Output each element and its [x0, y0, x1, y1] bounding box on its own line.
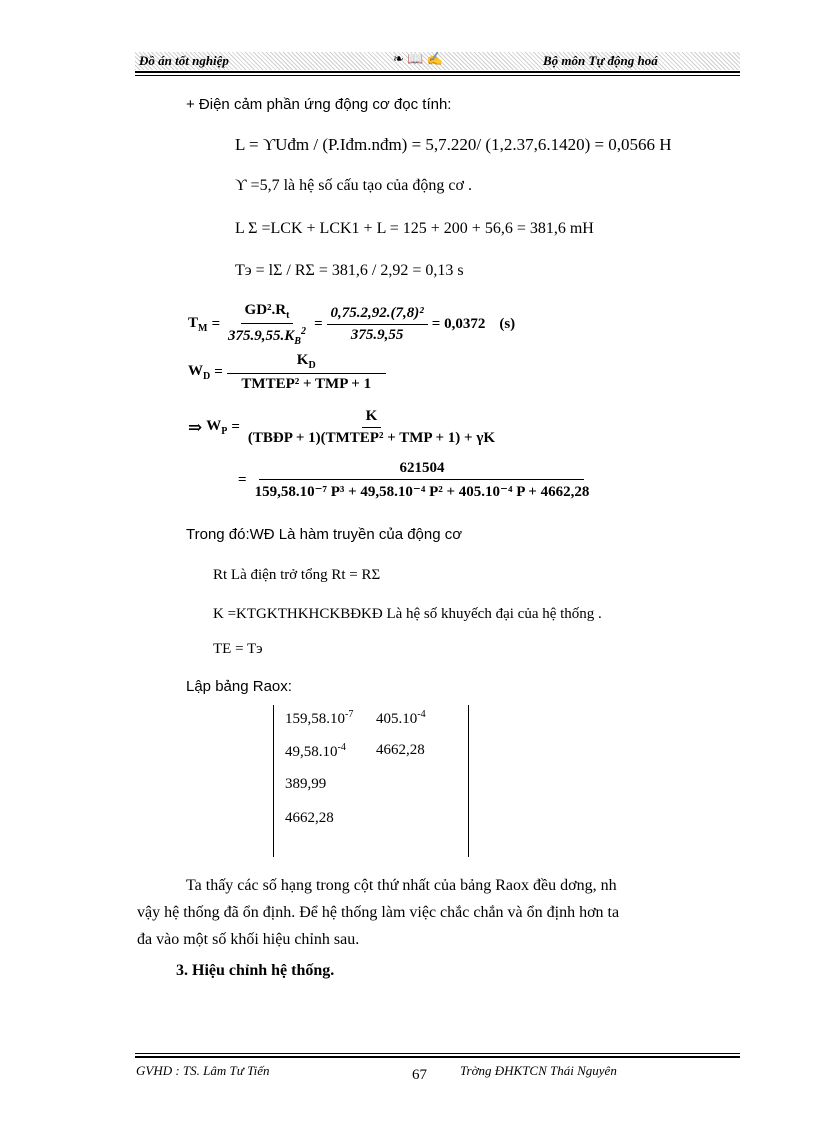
- note-te: TE = Tэ: [213, 641, 263, 657]
- raox-cell-r2c2: 4662,28: [376, 742, 425, 758]
- footer-rule-thin: [135, 1053, 740, 1054]
- note-wd: Trong đó:WĐ Là hàm truyền của động cơ: [186, 526, 463, 543]
- equation-wd: $W_D$ = $\frac{K_D}{\text{TMTEP² + TMP + 1}}$: [188, 352, 386, 393]
- raox-cell-r4c1: 4662,28: [285, 810, 334, 826]
- footer-supervisor: GVHD : TS. Lâm Tư Tiến: [136, 1063, 270, 1078]
- formula-gamma: ϒ =5,7 là hệ số cấu tạo của động cơ .: [235, 177, 472, 194]
- header-right-title: Bộ môn Tự động hoá: [543, 53, 658, 68]
- equation-wp: ⇒ $W_P$ = $\frac{K}{\text{(TBĐP + 1)(TMTEP² + TMP + 1) + γK}}$: [188, 408, 496, 446]
- paragraph-line-3: đa vào một số khối hiệu chỉnh sau.: [137, 931, 360, 948]
- equation-wp-expanded: = $\frac{621504}{\text{159,58.10⁻⁷ P³ + 49,58.10⁻⁴ P² + 405.10⁻⁴ P + 4662,28}}$: [238, 460, 590, 500]
- formula-l: L = ϒUđm / (P.Iđm.nđm) = 5,7.220/ (1,2.37,6.1420) = 0,0566 H: [235, 135, 672, 154]
- raox-cell-r2c1: $49,58.10^{-4}$: [285, 742, 346, 760]
- equation-tm: $T_M$ = $\frac{GD^2.R_t}{375.9,55.K_B^2}$ = $\frac{\text{0,75.2,92.(7,8)²}}{375.9,55}$ = 0,0372 (s): [188, 302, 516, 347]
- footer-rule-thick: [135, 1056, 740, 1058]
- header-left-title: Đồ án tốt nghiệp: [139, 53, 229, 68]
- footer-university: Trờng ĐHKTCN Thái Nguyên: [460, 1063, 617, 1078]
- raox-cell-r1c1: $159,58.10^{-7}$: [285, 709, 354, 727]
- header-rule-thick: [135, 71, 740, 73]
- section-heading: 3. Hiệu chỉnh hệ thống.: [176, 962, 335, 979]
- note-k: K =KTGKTHKHCKBĐKĐ Là hệ số khuyếch đại của hệ thống .: [213, 606, 602, 622]
- note-rt: Rt Là điện trở tổng Rt = RΣ: [213, 567, 381, 583]
- raox-heading: Lập bảng Raox:: [186, 678, 292, 695]
- text-inductance-intro: + Điện cảm phần ứng động cơ đọc tính:: [186, 96, 452, 113]
- formula-te: Tэ = lΣ / RΣ = 381,6 / 2,92 = 0,13 s: [235, 262, 464, 279]
- raox-cell-r3c1: 389,99: [285, 776, 327, 792]
- formula-l-sum: L Σ =LCK + LCK1 + L = 125 + 200 + 56,6 = 381,6 mH: [235, 220, 594, 237]
- paragraph-line-1: Ta thấy các số hạng trong cột thứ nhất của bảng Raox đều dơng, nh: [186, 877, 617, 894]
- raox-cell-r1c2: $405.10^{-4}$: [376, 709, 426, 727]
- paragraph-line-2: vậy hệ thống đã ổn định. Để hệ thống làm việc chắc chắn và ổn định hơn ta: [137, 904, 620, 921]
- header-book-ornament-icon: ❧ 📖 ✍: [393, 51, 443, 66]
- header-rule-thin: [135, 75, 740, 76]
- page-header: [135, 46, 740, 76]
- page-number: 67: [412, 1067, 427, 1083]
